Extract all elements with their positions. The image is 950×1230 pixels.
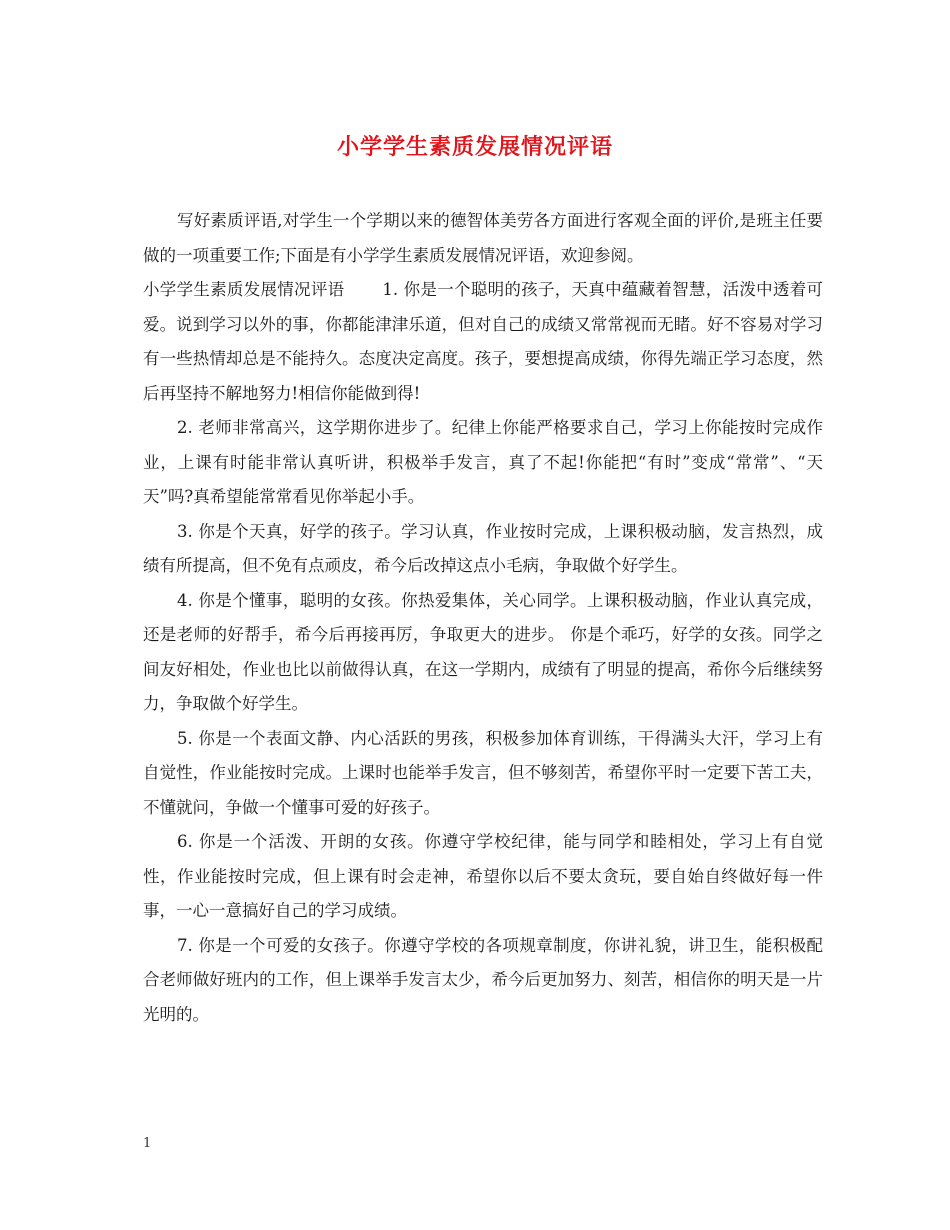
comment-item-1: 1. 你是一个聪明的孩子，天真中蕴藏着智慧，活泼中透着可爱。说到学习以外的事，你都能津津乐道，但对自己的成绩又常常视而无睹。好不容易对学习有一些热情却总是不能持久。态度决定高度。孩子，要想提高成绩，你得先端正学习态度，然后再坚持不解地努力!相信你能做到得! — [143, 280, 823, 403]
subheading-with-item-1 — [143, 273, 823, 411]
comment-item-5: 5. 你是一个表面文静、内心活跃的男孩，积极参加体育训练，干得满头大汗，学习上有自觉性，作业能按时完成。上课时也能举手发言，但不够刻苦，希望你平时一定要下苦工夫，不懂就问，争做一个懂事可爱的好孩子。 — [143, 728, 823, 817]
comment-item-4: 4. 你是个懂事，聪明的女孩。你热爱集体，关心同学。上课积极动脑，作业认真完成，还是老师的好帮手，希今后再接再厉，争取更大的进步。 你是个乖巧，好学的女孩。同学之间友好相处，作业也比以前做得认真，在这一学期内，成绩有了明显的提高，希你今后继续努力，争取做个好学生。 — [143, 590, 823, 713]
comment-item-3: 3. 你是个天真，好学的孩子。学习认真，作业按时完成，上课积极动脑，发言热烈，成绩有所提高，但不免有点顽皮，希今后改掉这点小毛病，争取做个好学生。 — [143, 521, 823, 575]
comment-item-7: 7. 你是一个可爱的女孩子。你遵守学校的各项规章制度，你讲礼貌，讲卫生，能积极配合老师做好班内的工作，但上课举手发言太少，希今后更加努力、刻苦，相信你的明天是一片光明的。 — [143, 935, 823, 1024]
subheading: 小学学生素质发展情况评语 — [143, 280, 345, 299]
document-body — [143, 204, 823, 1032]
document-title: 小学学生素质发展情况评语 — [336, 134, 613, 160]
page-number: 1 — [143, 1136, 152, 1151]
comment-item-2: 2. 老师非常高兴，这学期你进步了。纪律上你能严格要求自己，学习上你能按时完成作业，上课有时能非常认真听讲，积极举手发言，真了不起!你能把“有时”变成“常常”、“天天”吗?真希望能常常看见你举起小手。 — [143, 418, 823, 506]
intro-paragraph: 写好素质评语,对学生一个学期以来的德智体美劳各方面进行客观全面的评价,是班主任要做的一项重要工作;下面是有小学学生素质发展情况评语，欢迎参阅。 — [143, 211, 823, 265]
comment-item-6: 6. 你是一个活泼、开朗的女孩。你遵守学校纪律，能与同学和睦相处，学习上有自觉性，作业能按时完成，但上课有时会走神，希望你以后不要太贪玩，要自始自终做好每一件事，一心一意搞好自己的学习成绩。 — [143, 832, 823, 920]
